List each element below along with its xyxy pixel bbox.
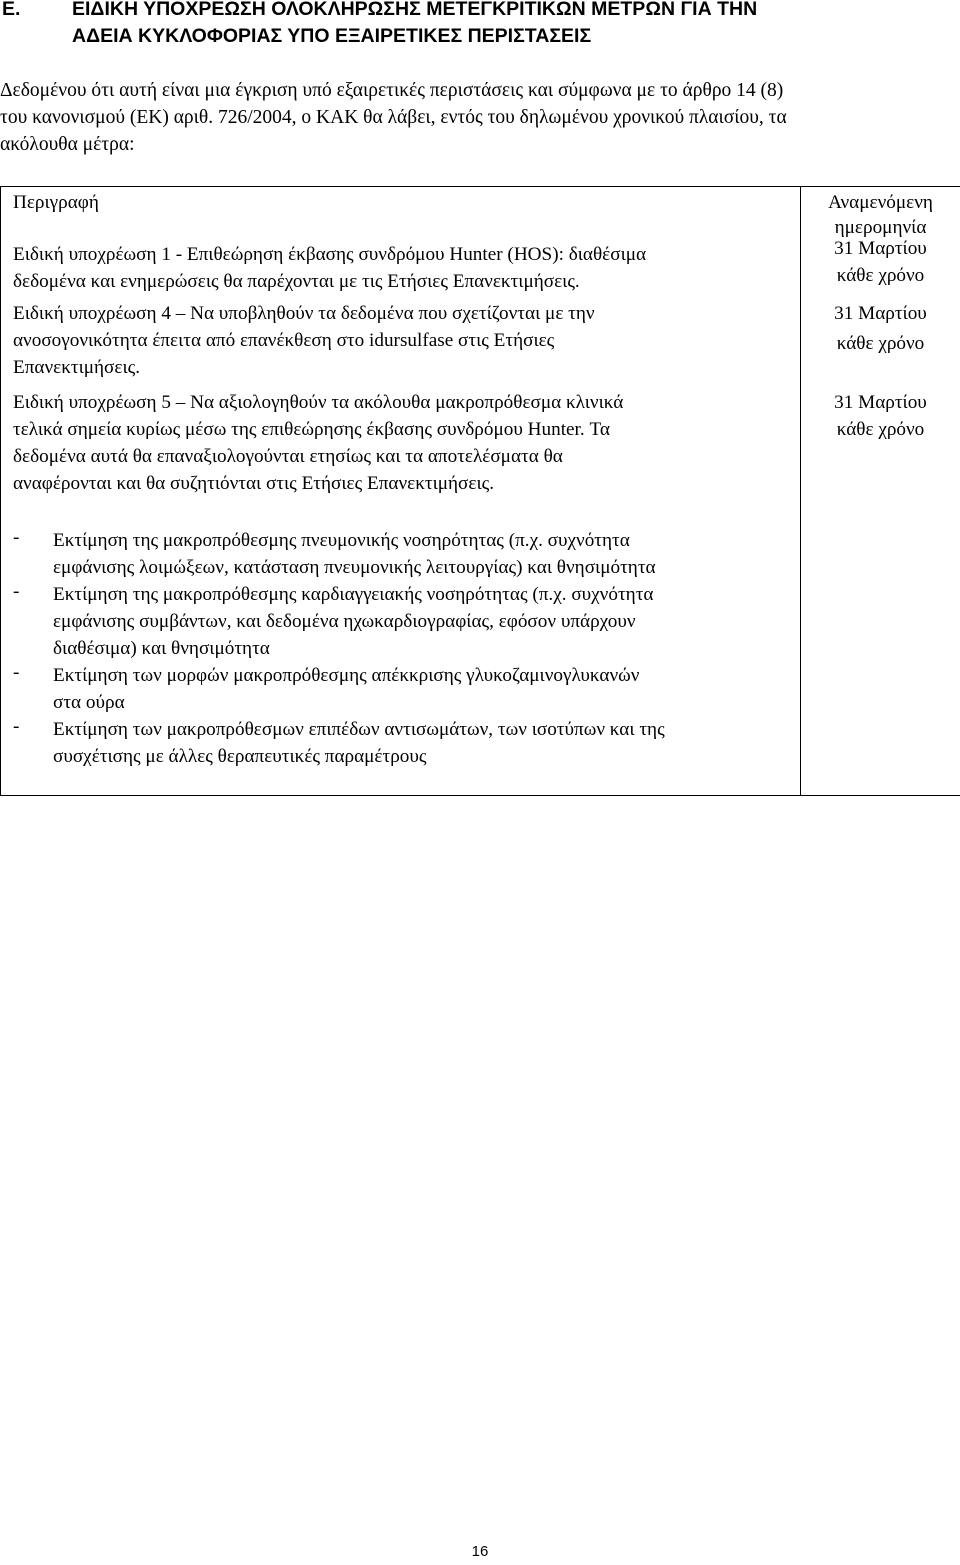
table-header-row bbox=[1, 187, 960, 242]
row-text: τελικά σημεία κυρίως μέσω της επιθεώρησης έκβασης συνδρόμου Hunter. Τα bbox=[13, 418, 610, 440]
table-row bbox=[1, 300, 960, 389]
intro-line: του κανονισμού (ΕΚ) αριθ. 726/2004, ο ΚΑΚ θα λάβει, εντός του δηλωμένου χρονικού πλαισίου, τα bbox=[0, 107, 787, 128]
page-number: 16 bbox=[471, 1543, 489, 1560]
bullet-text: εμφάνισης συμβάντων, και δεδομένα ηχωκαρδιογραφίας, εφόσον υπάρχουν bbox=[53, 611, 636, 633]
bullet-dash: - bbox=[13, 716, 20, 738]
table-row bbox=[1, 241, 960, 300]
list-item bbox=[13, 716, 790, 770]
row-description bbox=[1, 241, 801, 300]
row-text: Επανεκτιμήσεις. bbox=[13, 357, 141, 379]
header-date-label: ημερομηνία bbox=[834, 217, 927, 238]
bullet-list bbox=[1, 507, 801, 795]
measures-table bbox=[0, 186, 960, 796]
row-description bbox=[1, 300, 801, 389]
list-item bbox=[13, 581, 790, 662]
list-item bbox=[13, 662, 790, 716]
row-text: δεδομένα αυτά θα επαναξιολογούνται ετησίως και τα αποτελέσματα θα bbox=[13, 445, 563, 467]
section-title-line2: ΑΔΕΙΑ ΚΥΚΛΟΦΟΡΙΑΣ ΥΠΟ ΕΞΑΙΡΕΤΙΚΕΣ ΠΕΡΙΣΤΑΣΕΙΣ bbox=[72, 25, 592, 47]
header-date-label: Αναμενόμενη bbox=[828, 192, 933, 213]
row-date bbox=[801, 300, 960, 389]
row-date-text: 31 Μαρτίου bbox=[834, 303, 927, 325]
row-text: Ειδική υποχρέωση 1 - Επιθεώρηση έκβασης συνδρόμου Hunter (HOS): διαθέσιμα bbox=[13, 244, 647, 265]
header-date bbox=[801, 187, 960, 242]
intro-line: Δεδομένου ότι αυτή είναι μια έγκριση υπό εξαιρετικές περιστάσεις και σύμφωνα με το άρθρο 14 (8) bbox=[0, 80, 784, 101]
row-date bbox=[801, 238, 960, 300]
bullet-text: εμφάνισης λοιμώξεων, κατάσταση πνευμονικής λειτουργίας) και θνησιμότητα bbox=[53, 557, 656, 579]
header-description-label: Περιγραφή bbox=[13, 192, 99, 213]
table-row bbox=[1, 507, 960, 795]
bullet-text: στα ούρα bbox=[53, 692, 125, 714]
bullet-text: διαθέσιμα) και θνησιμότητα bbox=[53, 638, 270, 660]
row-text: Ειδική υποχρέωση 4 – Να υποβληθούν τα δεδομένα που σχετίζονται με την bbox=[13, 303, 595, 325]
intro-line: ακόλουθα μέτρα: bbox=[0, 134, 135, 155]
row-text: αναφέρονται και θα συζητιόνται στις Ετήσιες Επανεκτιμήσεις. bbox=[13, 472, 495, 494]
header-description bbox=[1, 187, 801, 242]
bullet-text: Εκτίμηση των μορφών μακροπρόθεσμης απέκκρισης γλυκοζαμινογλυκανών bbox=[53, 665, 640, 687]
row-date-text: κάθε χρόνο bbox=[836, 265, 925, 286]
bullet-text: Εκτίμηση της μακροπρόθεσμης καρδιαγγειακής νοσηρότητας (π.χ. συχνότητα bbox=[53, 584, 654, 606]
row-text: Ειδική υποχρέωση 5 – Να αξιολογηθούν τα ακόλουθα μακροπρόθεσμα κλινικά bbox=[13, 391, 624, 413]
row-date-text: 31 Μαρτίου bbox=[834, 391, 927, 413]
table-row bbox=[1, 389, 960, 507]
row-text: ανοσογονικότητα έπειτα από επανέκθεση στο idursulfase στις Ετήσιες bbox=[13, 330, 555, 352]
bullet-text: συσχέτισης με άλλες θεραπευτικές παραμέτρους bbox=[53, 746, 427, 768]
intro-paragraph bbox=[0, 77, 958, 158]
bullet-text: Εκτίμηση των μακροπρόθεσμων επιπέδων αντισωμάτων, των ισοτύπων και της bbox=[53, 719, 665, 741]
bullet-dash: - bbox=[13, 662, 20, 684]
row-date-empty bbox=[801, 507, 960, 795]
row-description bbox=[1, 389, 801, 507]
row-date-text: κάθε χρόνο bbox=[836, 333, 925, 355]
section-title-line1: ΕΙΔΙΚΗ ΥΠΟΧΡΕΩΣΗ ΟΛΟΚΛΗΡΩΣΗΣ ΜΕΤΕΓΚΡΙΤΙΚΩΝ ΜΕΤΡΩΝ ΓΙΑ ΤΗΝ bbox=[72, 0, 758, 20]
bullet-text: Εκτίμηση της μακροπρόθεσμης πνευμονικής νοσηρότητας (π.χ. συχνότητα bbox=[53, 530, 630, 552]
row-date-text: κάθε χρόνο bbox=[836, 418, 925, 440]
list-item bbox=[13, 527, 790, 581]
bullet-dash: - bbox=[13, 527, 20, 549]
row-text: δεδομένα και ενημερώσεις θα παρέχονται με τις Ετήσιες Επανεκτιμήσεις. bbox=[13, 271, 580, 292]
row-date bbox=[801, 389, 960, 507]
row-date-text: 31 Μαρτίου bbox=[834, 238, 927, 259]
bullet-dash: - bbox=[13, 581, 20, 603]
section-number: Ε. bbox=[2, 0, 21, 20]
